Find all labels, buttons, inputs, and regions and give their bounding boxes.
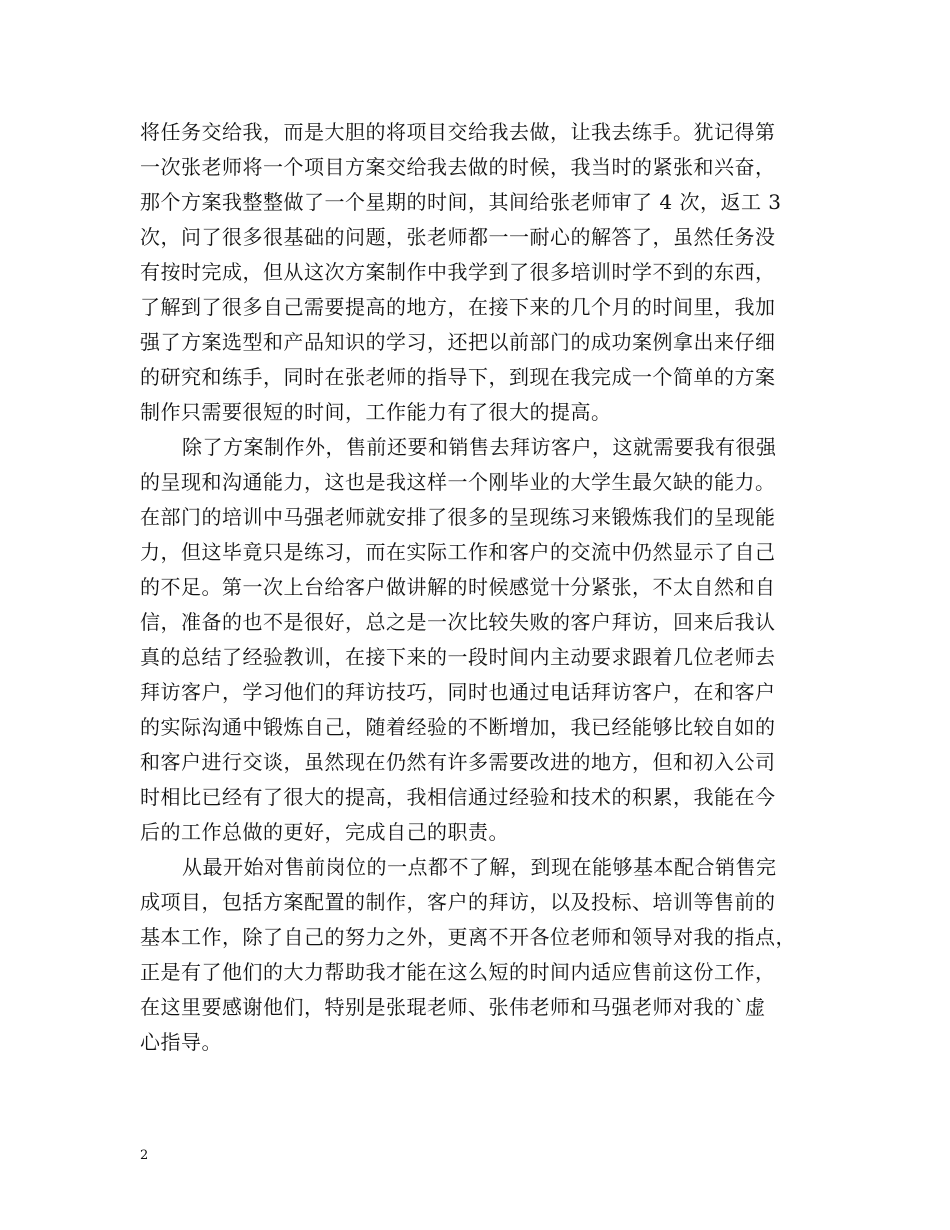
paragraph-1 xyxy=(140,115,820,430)
text-line: 将任务交给我，而是大胆的将项目交给我去做，让我去练手。犹记得第 xyxy=(140,120,776,144)
text-line: 有按时完成，但从这次方案制作中我学到了很多培训时学不到的东西， xyxy=(140,260,776,284)
text-line: 的不足。第一次上台给客户做讲解的时候感觉十分紧张，不太自然和自 xyxy=(140,575,776,599)
text-line: 拜访客户，学习他们的拜访技巧，同时也通过电话拜访客户，在和客户 xyxy=(140,680,776,704)
text-line: 基本工作，除了自己的努力之外，更离不开各位老师和领导对我的指点， xyxy=(140,925,796,949)
text-line: 从最开始对售前岗位的一点都不了解，到现在能够基本配合销售完 xyxy=(182,855,777,879)
paragraph-3 xyxy=(140,850,820,1060)
text-line: 了解到了很多自己需要提高的地方，在接下来的几个月的时间里，我加 xyxy=(140,295,776,319)
text-line: 力，但这毕竟只是练习，而在实际工作和客户的交流中仍然显示了自己 xyxy=(140,540,776,564)
text-line: 时相比已经有了很大的提高，我相信通过经验和技术的积累，我能在今 xyxy=(140,785,776,809)
text-line: 的研究和练手，同时在张老师的指导下，到现在我完成一个简单的方案 xyxy=(140,365,776,389)
text-line: 后的工作总做的更好，完成自己的职责。 xyxy=(140,820,509,844)
text-line: 一次张老师将一个项目方案交给我去做的时候，我当时的紧张和兴奋， xyxy=(140,155,776,179)
text-line: 制作只需要很短的时间，工作能力有了很大的提高。 xyxy=(140,400,612,424)
paragraph-2 xyxy=(140,430,820,850)
text-line: 那个方案我整整做了一个星期的时间，其间给张老师审了 4 次，返工 3 xyxy=(140,190,782,214)
text-line: 除了方案制作外，售前还要和销售去拜访客户，这就需要我有很强 xyxy=(182,435,777,459)
text-line: 成项目，包括方案配置的制作，客户的拜访，以及投标、培训等售前的 xyxy=(140,890,776,914)
text-line: 正是有了他们的大力帮助我才能在这么短的时间内适应售前这份工作， xyxy=(140,960,776,984)
text-line: 强了方案选型和产品知识的学习，还把以前部门的成功案例拿出来仔细 xyxy=(140,330,776,354)
text-line: 信，准备的也不是很好，总之是一次比较失败的客户拜访，回来后我认 xyxy=(140,610,776,634)
body-text xyxy=(140,115,820,1060)
text-line: 的实际沟通中锻炼自己，随着经验的不断增加，我已经能够比较自如的 xyxy=(140,715,776,739)
text-line: 次，问了很多很基础的问题，张老师都一一耐心的解答了，虽然任务没 xyxy=(140,225,776,249)
text-line: 的呈现和沟通能力，这也是我这样一个刚毕业的大学生最欠缺的能力。 xyxy=(140,470,776,494)
text-line: 和客户进行交谈，虽然现在仍然有许多需要改进的地方，但和初入公司 xyxy=(140,750,776,774)
text-line: 心指导。 xyxy=(140,1030,222,1054)
text-line: 真的总结了经验教训，在接下来的一段时间内主动要求跟着几位老师去 xyxy=(140,645,776,669)
text-line: 在部门的培训中马强老师就安排了很多的呈现练习来锻炼我们的呈现能 xyxy=(140,505,776,529)
text-line: 在这里要感谢他们，特别是张琨老师、张伟老师和马强老师对我的`虚 xyxy=(140,995,766,1019)
page-number: 2 xyxy=(140,1148,149,1163)
